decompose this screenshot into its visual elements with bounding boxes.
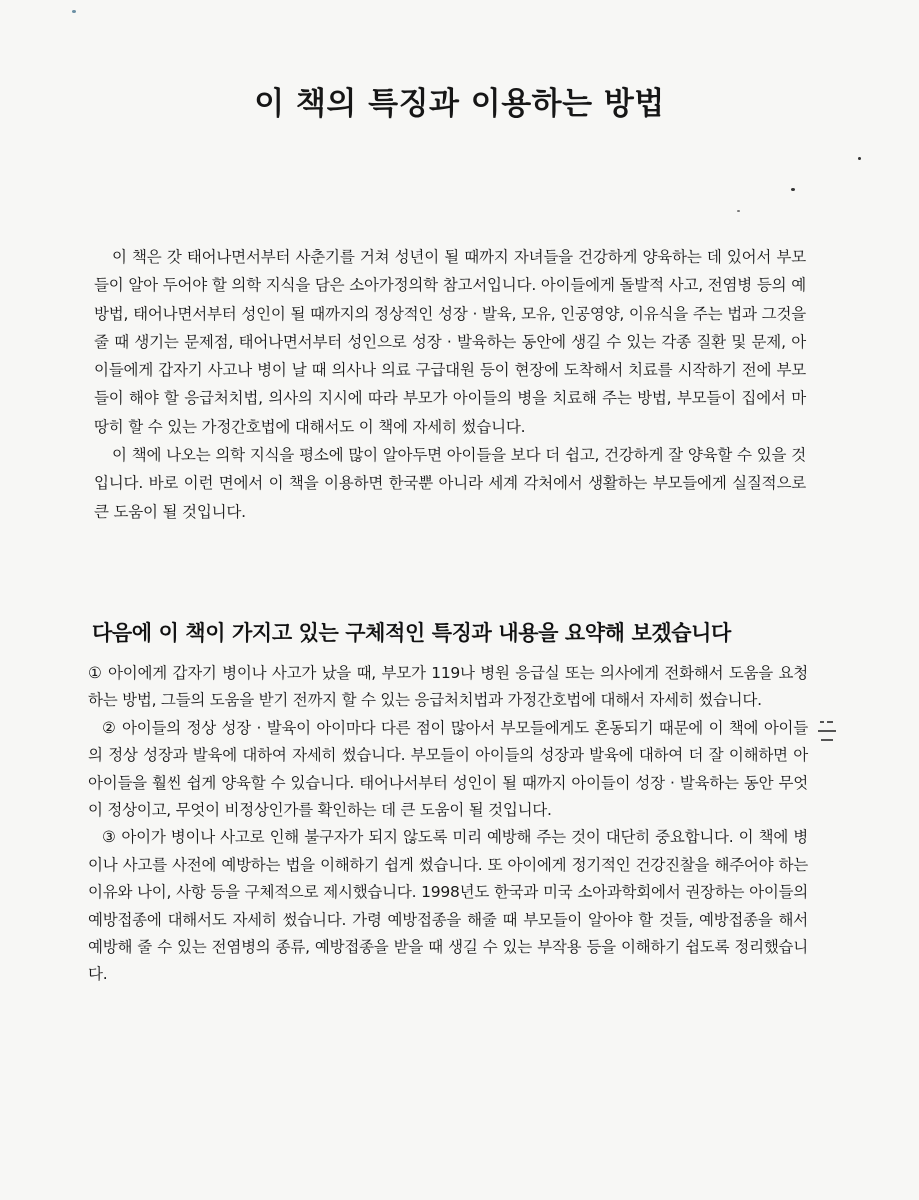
intro-paragraph: 이 책은 갓 태어나면서부터 사춘기를 거쳐 성년이 될 때까지 자녀들을 건강하게 양육하는 데 있어서 부모들이 알아 두어야 할 의학 지식을 담은 소아가정의학 참고서입니다. 아이들에게 돌발적 사고, 전염병 등의 예방법, 태어나면서부터 성인이 될 때까지의 정상적인 성장 · 발육, 모유, 인공영양, 이유식을 주는 법과 그것을 줄 때 생기는 문제점, 태어나면서부터 성인으로 성장 · 발육하는 동안에 생길 수 있는 각종 질환 및 문제, 아이들에게 갑자기 사고나 병이 날 때 의사나 의료 구급대원 등이 현장에 도착해서 치료를 시작하기 전에 부모들이 해야 할 응급처치법, 의사의 지시에 따라 부모가 아이들의 병을 치료해 주는 방법, 부모들이 집에서 마땅히 할 수 있는 가정간호법에 대해서도 이 책에 자세히 썼습니다. (94, 248, 807, 436)
intro-section (94, 243, 806, 526)
intro-paragraph: 이 책에 나오는 의학 지식을 평소에 많이 알아두면 아이들을 보다 더 쉽고, 건강하게 잘 양육할 수 있을 것입니다. 바로 이런 면에서 이 책을 이용하면 한국뿐 아니라 세계 각처에서 생활하는 부모들에게 실질적으로 큰 도움이 될 것입니다. (94, 446, 806, 521)
page-title: 이 책의 특징과 이용하는 방법 (254, 86, 665, 122)
feature-item: ① 아이에게 갑자기 병이나 사고가 났을 때, 부모가 119나 병원 응급실 또는 의사에게 전화해서 도움을 요청하는 방법, 그들의 도움을 받기 전까지 할 수 있는 응급처치법과 가정간호법에 대해서 자세히 썼습니다. (88, 664, 808, 710)
paper-speck (72, 10, 76, 13)
paper-speck (737, 210, 740, 212)
paper-speck (791, 188, 795, 191)
feature-item: ② 아이들의 정상 성장 · 발육이 아이마다 다른 점이 많아서 부모들에게도 혼동되기 때문에 이 책에 아이들의 정상 성장과 발육에 대하여 자세히 썼습니다. 부모들이 아이들의 성장과 발육에 대하여 더 잘 이해하면 아아이들을 훨씬 쉽게 양육할 수 있습니다. 태어나서부터 성인이 될 때까지 아이들이 성장 · 발육하는 동안 무엇이 정상이고, 무엇이 비정상인가를 확인하는 데 큰 도움이 될 것입니다. (88, 718, 808, 820)
section-heading: 다음에 이 책이 가지고 있는 구체적인 특징과 내용을 요약해 보겠습니다 (92, 621, 731, 645)
paper-speck (858, 157, 861, 160)
feature-item: ③ 아이가 병이나 사고로 인해 불구자가 되지 않도록 미리 예방해 주는 것이 대단히 중요합니다. 이 책에 병이나 사고를 사전에 예방하는 법을 이해하기 쉽게 썼습니다. 또 아이에게 정기적인 건강진찰을 해주어야 하는 이유와 나이, 사항 등을 구체적으로 제시했습니다. 1998년도 한국과 미국 소아과학회에서 권장하는 아이들의 예방접종에 대해서도 자세히 썼습니다. 가령 예방접종을 해줄 때 부모들이 알아야 할 것들, 예방접종을 해서 예방해 줄 수 있는 전염병의 종류, 예방접종을 받을 때 생길 수 있는 부작용 등을 이해하기 쉽도록 정리했습니다. (88, 828, 808, 984)
paper-speck (818, 718, 840, 744)
feature-list (88, 660, 808, 989)
